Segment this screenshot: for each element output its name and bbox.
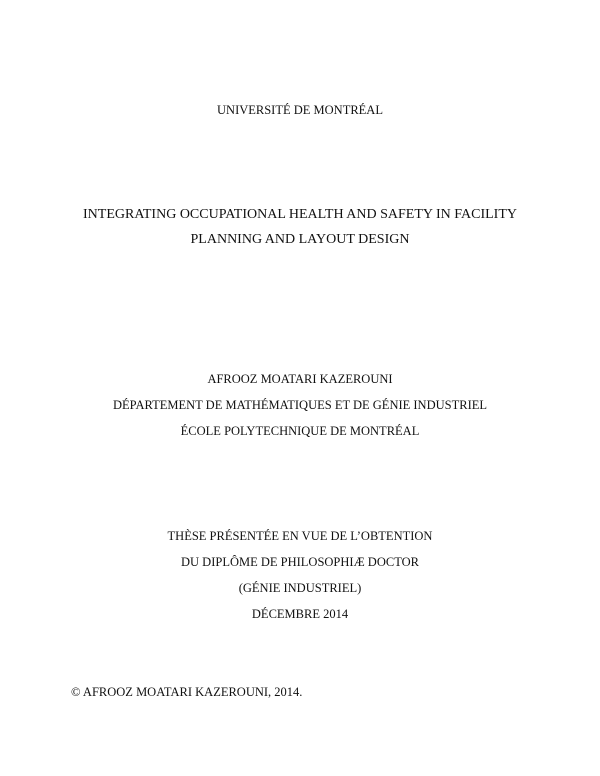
thesis-date: DÉCEMBRE 2014	[251, 607, 349, 621]
school-name: ÉCOLE POLYTECHNIQUE DE MONTRÉAL	[180, 424, 420, 438]
thesis-title-line-1: INTEGRATING OCCUPATIONAL HEALTH AND SAFETY IN FACILITY	[83, 207, 517, 222]
thesis-discipline: (GÉNIE INDUSTRIEL)	[238, 581, 362, 595]
copyright-notice: © AFROOZ MOATARI KAZEROUNI, 2014.	[71, 685, 303, 699]
thesis-title-line-2: PLANNING AND LAYOUT DESIGN	[190, 232, 410, 247]
department-name: DÉPARTEMENT DE MATHÉMATIQUES ET DE GÉNIE INDUSTRIEL	[113, 398, 487, 412]
thesis-statement-line-1: THÈSE PRÉSENTÉE EN VUE DE L’OBTENTION	[167, 529, 433, 543]
university-name: UNIVERSITÉ DE MONTRÉAL	[217, 103, 383, 117]
author-name: AFROOZ MOATARI KAZEROUNI	[207, 372, 393, 386]
thesis-statement-line-2: DU DIPLÔME DE PHILOSOPHIÆ DOCTOR	[181, 555, 419, 569]
